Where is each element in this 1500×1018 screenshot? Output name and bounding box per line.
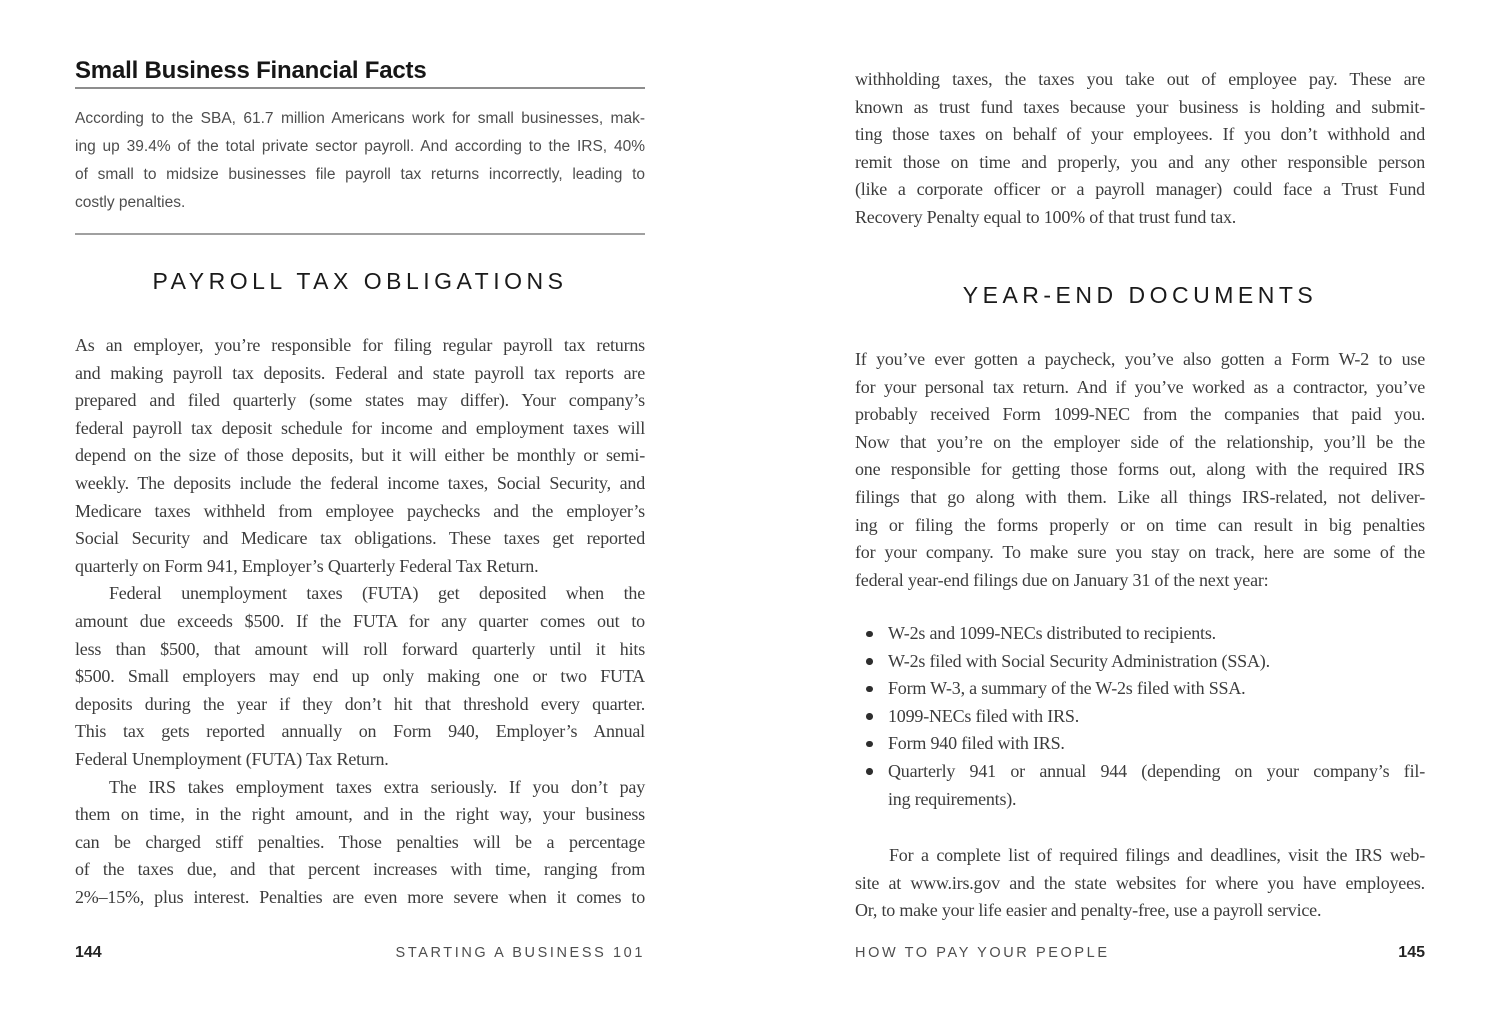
text-line: ting those taxes on behalf of your employees. If you don’t withhold and xyxy=(855,124,1425,145)
text-line: As an employer, you’re responsible for filing regular payroll tax returns xyxy=(75,335,645,355)
body-text-right-closing xyxy=(855,842,1425,925)
text-line: less than $500, that amount will roll forward quarterly until it hits xyxy=(75,638,645,659)
text-line: Form W-3, a summary of the W-2s filed with SSA. xyxy=(888,678,1246,699)
body-text-right-middle xyxy=(855,346,1425,594)
section-heading-year-end-documents: YEAR-END DOCUMENTS xyxy=(962,282,1318,308)
text-line: and making payroll tax deposits. Federal and state payroll tax reports are xyxy=(75,362,645,383)
footer-left xyxy=(75,944,645,962)
text-line: ing up 39.4% of the total private sector payroll. And according to the IRS, 40% xyxy=(75,138,645,155)
bullet-item xyxy=(855,730,1425,758)
bullet-dot-icon xyxy=(866,686,873,693)
text-line: quarterly on Form 941, Employer’s Quarterly Federal Tax Return. xyxy=(75,555,539,576)
text-line: probably received Form 1099-NEC from the companies that paid you. xyxy=(855,404,1425,425)
running-title-right: HOW TO PAY YOUR PEOPLE xyxy=(855,945,1110,961)
text-line: W-2s filed with Social Security Administration (SSA). xyxy=(888,650,1270,671)
text-line: 2%–15%, plus interest. Penalties are even more severe when it comes to xyxy=(75,886,645,907)
bullet-item xyxy=(855,758,1425,813)
text-line: them on time, in the right amount, and in the right way, your business xyxy=(75,804,645,825)
paragraph xyxy=(888,730,1425,758)
paragraph xyxy=(888,648,1425,676)
text-line: 1099-NECs filed with IRS. xyxy=(888,705,1079,726)
text-line: amount due exceeds $500. If the FUTA for any quarter comes out to xyxy=(75,610,645,631)
paragraph xyxy=(855,346,1425,594)
page-left xyxy=(75,0,645,1018)
text-line: Social Security and Medicare tax obligations. These taxes get reported xyxy=(75,528,645,549)
paragraph xyxy=(75,774,645,912)
page-right xyxy=(855,0,1425,1018)
text-line: known as trust fund taxes because your business is holding and submit- xyxy=(855,96,1425,117)
text-line: deposits during the year if they don’t hit that threshold every quarter. xyxy=(75,693,645,714)
running-title-left: STARTING A BUSINESS 101 xyxy=(395,945,645,961)
text-line: for your company. To make sure you stay on track, here are some of the xyxy=(855,542,1425,563)
paragraph xyxy=(888,758,1425,813)
text-line: If you’ve ever gotten a paycheck, you’ve also gotten a Form W-2 to use xyxy=(855,349,1425,369)
text-line: Now that you’re on the employer side of the relationship, you’ll be the xyxy=(855,431,1425,452)
bullet-dot-icon xyxy=(866,631,873,638)
text-line: federal payroll tax deposit schedule for income and employment taxes will xyxy=(75,417,645,438)
bullet-dot-icon xyxy=(866,713,873,720)
bullet-item xyxy=(855,620,1425,648)
bullet-dot-icon xyxy=(866,741,873,748)
text-line: Quarterly 941 or annual 944 (depending on your company’s fil- xyxy=(888,760,1425,781)
callout-title: Small Business Financial Facts xyxy=(75,57,427,84)
text-line: of the taxes due, and that percent increases with time, ranging from xyxy=(75,859,645,880)
text-line: of small to midsize businesses file payroll tax returns incorrectly, leading to xyxy=(75,166,645,183)
text-line: Recovery Penalty equal to 100% of that trust fund tax. xyxy=(855,206,1237,227)
text-line: This tax gets reported annually on Form 940, Employer’s Annual xyxy=(75,721,645,742)
body-text-right-continuation xyxy=(855,66,1425,232)
text-line: (like a corporate officer or a payroll manager) could face a Trust Fund xyxy=(855,179,1425,200)
paragraph xyxy=(855,66,1425,232)
body-text-left xyxy=(75,332,645,911)
paragraph xyxy=(888,675,1425,703)
text-line: ing or filing the forms properly or on time can result in big penalties xyxy=(855,514,1425,535)
text-line: site at www.irs.gov and the state websites for where you have employees. xyxy=(855,872,1425,893)
text-line: costly penalties. xyxy=(75,194,186,211)
text-line: federal year-end filings due on January 31 of the next year: xyxy=(855,569,1269,590)
text-line: $500. Small employers may end up only making one or two FUTA xyxy=(75,666,645,687)
text-line: The IRS takes employment taxes extra seriously. If you don’t pay xyxy=(109,776,645,797)
text-line: depend on the size of those deposits, but it will either be monthly or semi- xyxy=(75,445,645,466)
text-line: remit those on time and properly, you and any other responsible person xyxy=(855,151,1425,172)
bullet-item xyxy=(855,675,1425,703)
section-heading-payroll-tax-obligations: PAYROLL TAX OBLIGATIONS xyxy=(152,268,568,294)
text-line: weekly. The deposits include the federal income taxes, Social Security, and xyxy=(75,472,645,493)
text-line: Form 940 filed with IRS. xyxy=(888,733,1065,754)
year-end-filings-bullet-list xyxy=(855,620,1425,813)
callout-financial-facts xyxy=(75,58,645,235)
text-line: Or, to make your life easier and penalty-free, use a payroll service. xyxy=(855,900,1322,921)
bullet-item xyxy=(855,703,1425,731)
callout-title-underline xyxy=(75,58,645,89)
text-line: can be charged stiff penalties. Those penalties will be a percentage xyxy=(75,831,645,852)
text-line: withholding taxes, the taxes you take out of employee pay. These are xyxy=(855,69,1425,89)
page-number-right: 145 xyxy=(1398,944,1425,961)
paragraph xyxy=(888,620,1425,648)
paragraph xyxy=(855,842,1425,925)
footer-right xyxy=(855,944,1425,962)
paragraph xyxy=(75,580,645,773)
paragraph xyxy=(75,332,645,580)
text-line: ing requirements). xyxy=(888,788,1017,809)
bullet-dot-icon xyxy=(866,658,873,665)
text-line: According to the SBA, 61.7 million Americans work for small businesses, mak- xyxy=(75,110,645,127)
paragraph xyxy=(75,105,645,217)
text-line: for your personal tax return. And if you’ve worked as a contractor, you’ve xyxy=(855,376,1425,397)
paragraph xyxy=(888,703,1425,731)
bullet-item xyxy=(855,648,1425,676)
text-line: one responsible for getting those forms out, along with the required IRS xyxy=(855,459,1425,480)
text-line: Federal Unemployment (FUTA) Tax Return. xyxy=(75,748,389,769)
text-line: Medicare taxes withheld from employee paychecks and the employer’s xyxy=(75,500,645,521)
bullet-dot-icon xyxy=(866,768,873,775)
callout-body xyxy=(75,105,645,217)
callout-bottom-rule xyxy=(75,233,645,235)
text-line: filings that go along with them. Like all things IRS-related, not deliver- xyxy=(855,486,1425,507)
text-line: Federal unemployment taxes (FUTA) get deposited when the xyxy=(109,583,645,604)
text-line: For a complete list of required filings and deadlines, visit the IRS web- xyxy=(889,845,1425,865)
text-line: prepared and filed quarterly (some states may differ). Your company’s xyxy=(75,390,645,411)
page-number-left: 144 xyxy=(75,944,102,961)
text-line: W-2s and 1099-NECs distributed to recipients. xyxy=(888,623,1216,643)
